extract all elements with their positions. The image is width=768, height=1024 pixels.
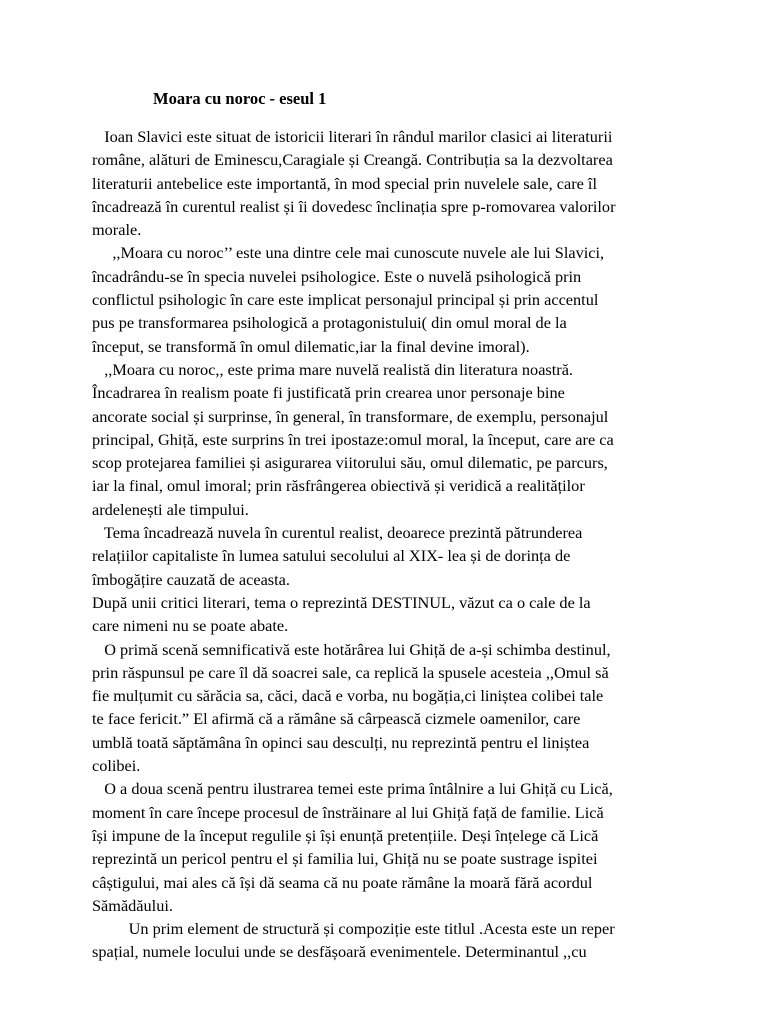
page-title: Moara cu noroc - eseul 1	[153, 89, 327, 108]
text-line: După unii critici literari, tema o reprezintă DESTINUL, văzut ca o cale de la	[92, 592, 591, 612]
text-line: ancorate social și surprinse, în general, în transformare, de exemplu, personajul	[92, 406, 609, 426]
essay-body	[92, 125, 732, 964]
text-line: spațial, numele locului unde se desfășoară evenimentele. Determinantul ,,cu	[92, 942, 587, 962]
text-line: relațiilor capitaliste în lumea satului secolului al XIX- lea și de dorința de	[92, 546, 571, 566]
text-line: Un prim element de structură și compoziție este titlul .Acesta este un reper	[92, 919, 615, 939]
text-line: colibei.	[92, 756, 141, 776]
text-line: fie mulțumit cu sărăcia sa, căci, dacă e vorba, nu bogăția,ci liniștea colibei tale	[92, 686, 604, 706]
text-line: îmbogățire cauzată de aceasta.	[92, 569, 290, 589]
text-line: Tema încadrează nuvela în curentul realist, deoarece prezintă pătrunderea	[92, 523, 583, 543]
text-line: O a doua scenă pentru ilustrarea temei este prima întâlnire a lui Ghiță cu Lică,	[92, 779, 613, 799]
text-line: moment în care începe procesul de înstrăinare al lui Ghiță față de familie. Lică	[92, 802, 604, 822]
text-line: Ioan Slavici este situat de istoricii literari în rândul marilor clasici ai literaturii	[92, 127, 613, 146]
text-line: câștigului, mai ales că își dă seama că nu poate rămâne la moară fără acordul	[92, 872, 593, 892]
text-line: literaturii antebelice este importantă, în mod special prin nuvelele sale, care îl	[92, 173, 597, 193]
text-line: scop protejarea familiei și asigurarea viitorului său, omul dilematic, pe parcurs,	[92, 453, 608, 473]
text-line: Încadrarea în realism poate fi justificată prin crearea unor personaje bine	[92, 383, 565, 403]
text-line: încadrează în curentul realist și îi dovedesc înclinația spre p-romovarea valorilor	[92, 196, 616, 216]
text-line: Sămădăului.	[92, 895, 173, 915]
text-line: reprezintă un pericol pentru el și familia lui, Ghiță nu se poate sustrage ispitei	[92, 849, 598, 869]
text-line: morale.	[92, 220, 142, 240]
text-line: care nimeni nu se poate abate.	[92, 616, 289, 636]
text-line: principal, Ghiță, este surprins în trei ipostaze:omul moral, la început, care are ca	[92, 429, 614, 449]
text-line: încadrându-se în specia nuvelei psihologice. Este o nuvelă psihologică prin	[92, 266, 582, 286]
text-line: te face fericit.” El afirmă că a rămâne să cârpească cizmele oamenilor, care	[92, 709, 581, 729]
text-line: pus pe transformarea psihologică a protagonistului( din omul moral de la	[92, 313, 567, 333]
text-line: își impune de la început regulile și își enunță pretențiile. Deși înțelege că Lică	[92, 825, 599, 845]
text-line: române, alături de Eminescu,Caragiale și Creangă. Contribuția sa la dezvoltarea	[92, 150, 613, 170]
text-line: început, se transformă în omul dilematic,iar la final devine imoral).	[92, 336, 530, 356]
text-line: prin răspunsul pe care îl dă soacrei sale, ca replică la spusele acesteia ,,Omul să	[92, 662, 609, 682]
text-line: ardelenești ale timpului.	[92, 499, 249, 519]
text-line: ,,Moara cu noroc,, este prima mare nuvelă realistă din literatura noastră.	[92, 359, 574, 379]
text-line: ,,Moara cu noroc’’ este una dintre cele mai cunoscute nuvele ale lui Slavici,	[92, 243, 605, 263]
text-line: iar la final, omul imoral; prin răsfrângerea obiectivă și veridică a realităților	[92, 476, 585, 496]
text-line: conflictul psihologic în care este implicat personajul principal și prin accentul	[92, 290, 599, 310]
text-line: umblă toată săptămâna în opinci sau desculți, nu reprezintă pentru el liniștea	[92, 732, 590, 752]
text-line: O primă scenă semnificativă este hotărârea lui Ghiță de a-și schimba destinul,	[92, 639, 611, 659]
